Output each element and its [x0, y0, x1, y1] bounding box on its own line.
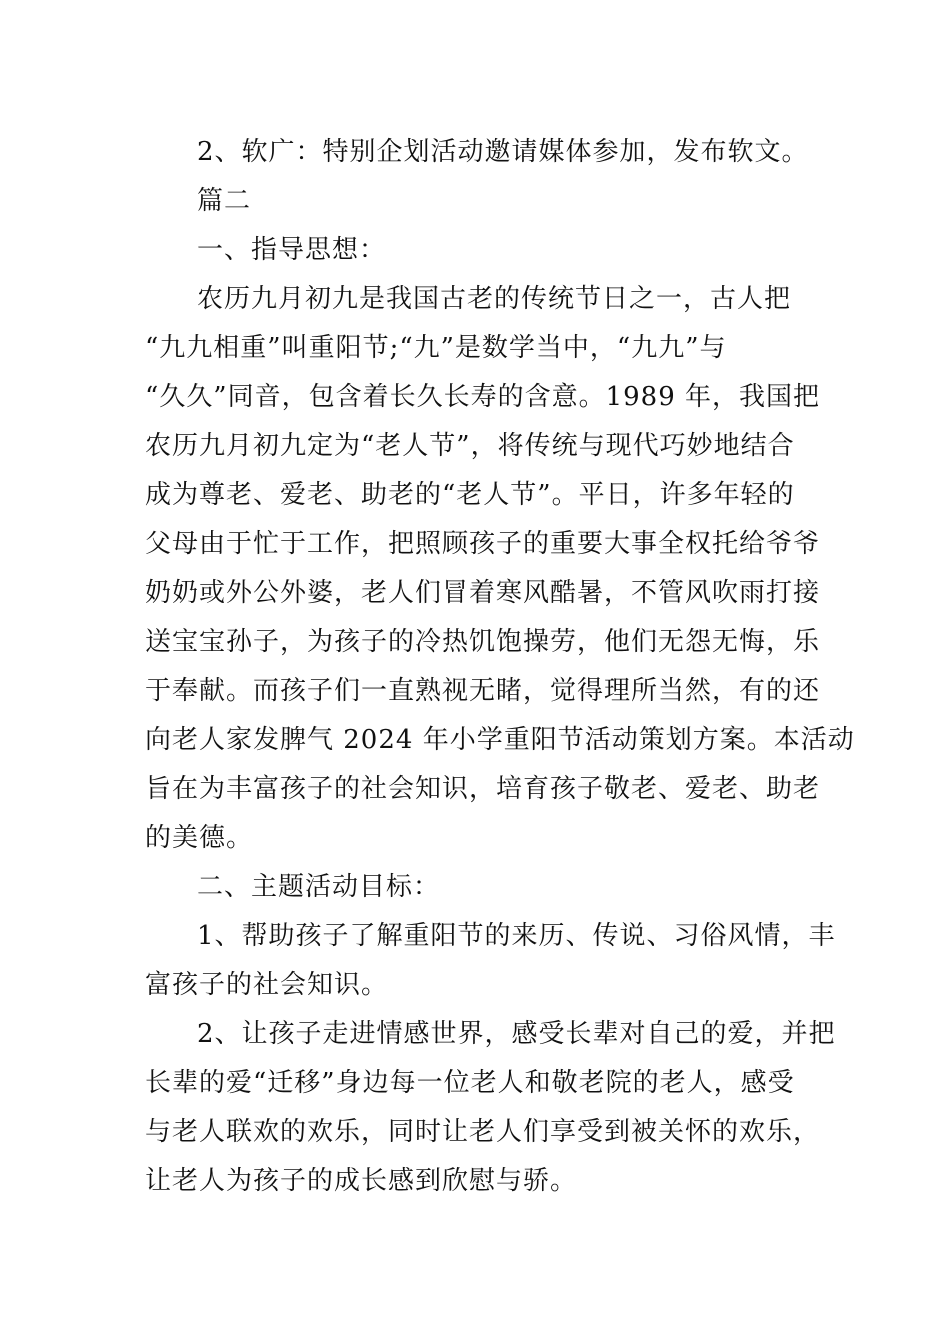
paragraph-line: 2、让孩子走进情感世界，感受长辈对自己的爱，并把 — [197, 1019, 836, 1049]
document-page — [145, 128, 855, 1206]
section-heading: 一、指导思想： — [197, 235, 387, 265]
paragraph-line: 奶奶或外公外婆，老人们冒着寒风酷暑，不管风吹雨打接 — [145, 578, 821, 608]
section-heading: 二、主题活动目标： — [197, 872, 441, 902]
paragraph-line: 长辈的爱“迁移”身边每一位老人和敬老院的老人，感受 — [145, 1068, 795, 1098]
paragraph-line: “九九相重”叫重阳节;“九”是数学当中，“九九”与 — [145, 333, 727, 363]
paragraph-line: 与老人联欢的欢乐，同时让老人们享受到被关怀的欢乐， — [145, 1117, 821, 1147]
paragraph-line: 向老人家发脾气 2024 年小学重阳节活动策划方案。本活动 — [145, 725, 855, 755]
section-heading: 篇二 — [197, 186, 252, 216]
paragraph-line: 送宝宝孙子，为孩子的冷热饥饱操劳，他们无怨无悔，乐 — [145, 627, 821, 657]
paragraph-line: 成为尊老、爱老、助老的“老人节”。平日，许多年轻的 — [145, 480, 795, 510]
paragraph-line: 旨在为丰富孩子的社会知识，培育孩子敬老、爱老、助老 — [145, 774, 821, 804]
paragraph-line: 农历九月初九是我国古老的传统节日之一，古人把 — [197, 284, 792, 314]
paragraph-line: 1、帮助孩子了解重阳节的来历、传说、习俗风情，丰 — [197, 921, 836, 951]
paragraph-line: 让老人为孩子的成长感到欣慰与骄。 — [145, 1166, 578, 1196]
paragraph-line: 的美德。 — [145, 823, 254, 853]
paragraph-line: 于奉献。而孩子们一直熟视无睹，觉得理所当然，有的还 — [145, 676, 821, 706]
paragraph-line: 农历九月初九定为“老人节”，将传统与现代巧妙地结合 — [145, 431, 795, 461]
paragraph-line: 富孩子的社会知识。 — [145, 970, 389, 1000]
paragraph-line: 父母由于忙于工作，把照顾孩子的重要大事全权托给爷爷 — [145, 529, 821, 559]
paragraph-line: 2、软广：特别企划活动邀请媒体参加，发布软文。 — [197, 137, 809, 167]
paragraph-line: “久久”同音，包含着长久长寿的含意。1989 年，我国把 — [145, 382, 821, 412]
